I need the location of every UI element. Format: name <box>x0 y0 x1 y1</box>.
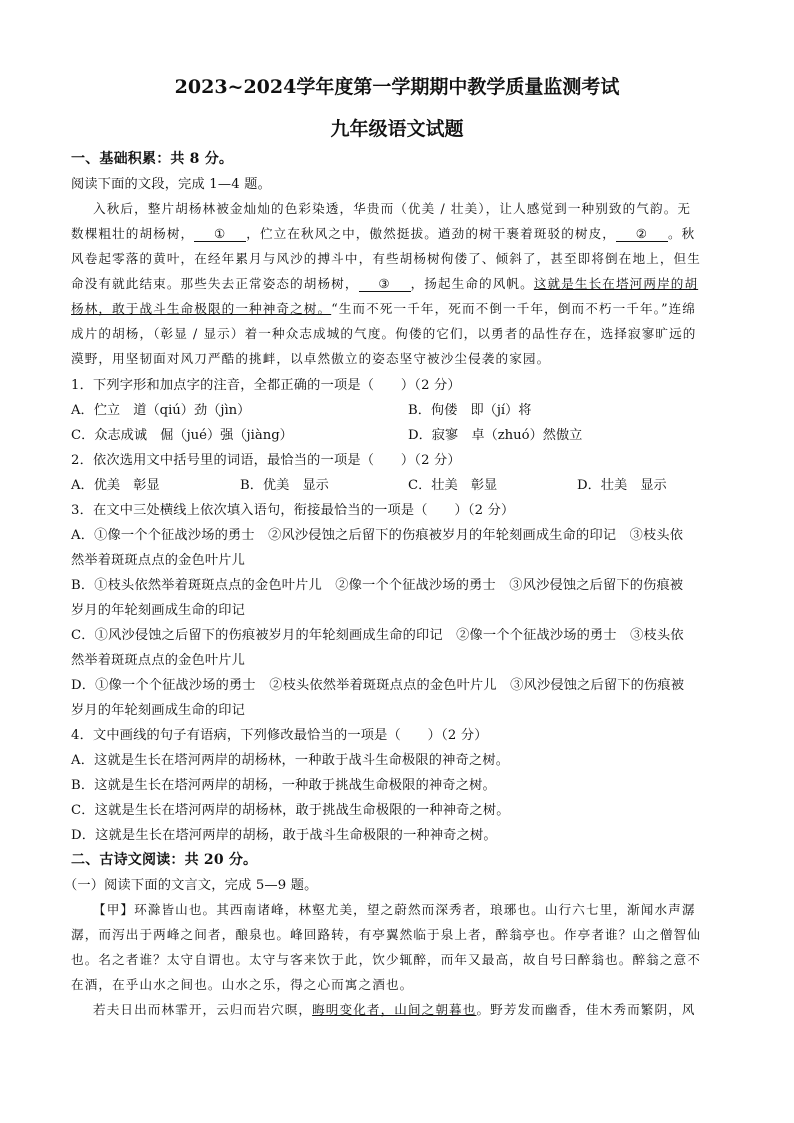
q4-option-b: B．这就是生长在塔河两岸的胡杨，一种敢于挑战生命极限的神奇之树。 <box>71 778 496 793</box>
exam-title: 2023~2024学年度第一学期期中教学质量监测考试 <box>174 76 620 98</box>
q2-option-b: B．优美 显示 <box>240 478 329 493</box>
q4-option-d: D．这就是生长在塔河两岸的胡杨，敢于战斗生命极限的一种神奇之树。 <box>71 828 497 843</box>
q4-stem: 4．文中画线的句子有语病，下列修改最恰当的一项是（ ）（2 分） <box>71 728 488 743</box>
section2-heading: 二、古诗文阅读：共 20 分。 <box>71 852 258 868</box>
section2-subheading: （一）阅读下面的文言文，完成 5—9 题。 <box>64 878 318 893</box>
underlined-sentence: 这就是生长在塔河两岸的胡 <box>533 276 699 291</box>
blank-1: ① <box>194 227 246 242</box>
passage-line-5: 杨林，敢于战斗生命极限的一种神奇之树。“生而不死一千年，死而不倒一千年，倒而不朽一千年。”连绵 <box>71 301 697 316</box>
q3-option-c-cont: 然举着斑斑点点的金色叶片儿 <box>71 653 246 668</box>
q3-stem: 3．在文中三处横线上依次填入语句，衔接最恰当的一项是（ ）（2 分） <box>71 503 515 518</box>
passage-line-6: 成片的胡杨，（彰显 / 显示）着一种众志成城的气度。佝偻的它们，以勇者的品性存在，选择寂寥旷远的 <box>71 326 697 341</box>
passage-line-7: 漠野，用坚韧面对风刀严酷的挑衅，以卓然傲立的姿态坚守被沙尘侵袭的家园。 <box>71 351 551 366</box>
passage-line-2: 数棵粗壮的胡杨树， ① ，伫立在秋风之中，傲然挺拔。遒劲的树干裹着斑驳的树皮， ② 。秋 <box>71 226 696 241</box>
q4-option-c: C．这就是生长在塔河两岸的胡杨林，敢于挑战生命极限的一种神奇之树。 <box>71 803 510 818</box>
q2-option-a: A．优美 彰显 <box>71 478 160 493</box>
classical-line-3: 也。名之者谁？太守自谓也。太守与客来饮于此，饮少辄醉，而年又最高，故自号曰醉翁也。醉翁之意不 <box>71 952 701 967</box>
exam-subtitle: 九年级语文试题 <box>330 118 464 140</box>
q3-option-a-cont: 然举着斑斑点点的金色叶片儿 <box>71 553 246 568</box>
q4-option-a: A．这就是生长在塔河两岸的胡杨林，一种敢于战斗生命极限的神奇之树。 <box>71 753 510 768</box>
blank-3: ③ <box>359 277 411 292</box>
section1-heading: 一、基础积累：共 8 分。 <box>71 151 234 167</box>
section1-instruction: 阅读下面的文段，完成 1—4 题。 <box>71 177 272 192</box>
q3-option-b: B．①枝头依然举着斑斑点点的金色叶片儿 ②像一个个征战沙场的勇士 ③风沙侵蚀之后留下的伤痕被 <box>71 578 684 593</box>
q3-option-b-cont: 岁月的年轮刻画成生命的印记 <box>71 603 246 618</box>
q3-option-d-cont: 岁月的年轮刻画成生命的印记 <box>71 703 246 718</box>
q1-option-d: D．寂寥 卓（zhuó）然傲立 <box>408 428 583 443</box>
classical-line-5: 若夫日出而林霏开，云归而岩穴暝，晦明变化者，山间之朝暮也。野芳发而幽香，佳木秀而繁阴，风 <box>93 1002 696 1017</box>
q1-option-a: A．伫立 道（qiú）劲（jìn） <box>71 403 251 418</box>
q1-stem: 1．下列字形和加点字的注音，全都正确的一项是（ ）（2 分） <box>71 378 461 393</box>
blank-2: ② <box>616 227 668 242</box>
q1-option-b: B．佝偻 即（jí）将 <box>408 403 532 418</box>
underlined-phrase: 晦明变化者，山间之朝暮也 <box>312 1002 477 1017</box>
q2-option-d: D．壮美 显示 <box>577 478 667 493</box>
q3-option-a: A．①像一个个征战沙场的勇士 ②风沙侵蚀之后留下的伤痕被岁月的年轮刻画成生命的印记 ③枝头依 <box>71 528 684 543</box>
classical-line-1: 【甲】环滁皆山也。其西南诸峰，林壑尤美，望之蔚然而深秀者，琅琊也。山行六七里，渐闻水声潺 <box>93 902 696 917</box>
q2-option-c: C．壮美 彰显 <box>408 478 498 493</box>
q2-stem: 2．依次选用文中括号里的词语，最恰当的一项是（ ）（2 分） <box>71 453 461 468</box>
underlined-sentence-end: 杨林，敢于战斗生命极限的一种神奇之树。 <box>71 301 332 316</box>
q1-option-c: C．众志成诚 倔（jué）强（jiàng） <box>71 428 293 443</box>
q3-option-c: C．①风沙侵蚀之后留下的伤痕被岁月的年轮刻画成生命的印记 ②像一个个征战沙场的勇士 ③枝头依 <box>71 628 684 643</box>
passage-line-4: 命没有就此结束。那些失去正常姿态的胡杨树， ③ ，扬起生命的风帆。这就是生长在塔河两岸的胡 <box>71 276 699 291</box>
passage-line-3: 风卷起零落的黄叶，在经年累月与风沙的搏斗中，有些胡杨树佝偻了、倾斜了，甚至即将倒在地上，但生 <box>71 251 701 266</box>
classical-line-4: 在酒，在乎山水之间也。山水之乐，得之心而寓之酒也。 <box>71 977 414 992</box>
classical-line-2: 潺，而泻出于两峰之间者，酿泉也。峰回路转，有亭翼然临于泉上者，醉翁亭也。作亭者谁？山之僧智仙 <box>71 927 701 942</box>
q3-option-d: D．①像一个个征战沙场的勇士 ②枝头依然举着斑斑点点的金色叶片儿 ③风沙侵蚀之后留下的伤痕被 <box>71 678 685 693</box>
passage-line-1: 入秋后，整片胡杨林被金灿灿的色彩染透，华贵而（优美 / 壮美），让人感觉到一种别致的气韵。无 <box>93 201 692 216</box>
